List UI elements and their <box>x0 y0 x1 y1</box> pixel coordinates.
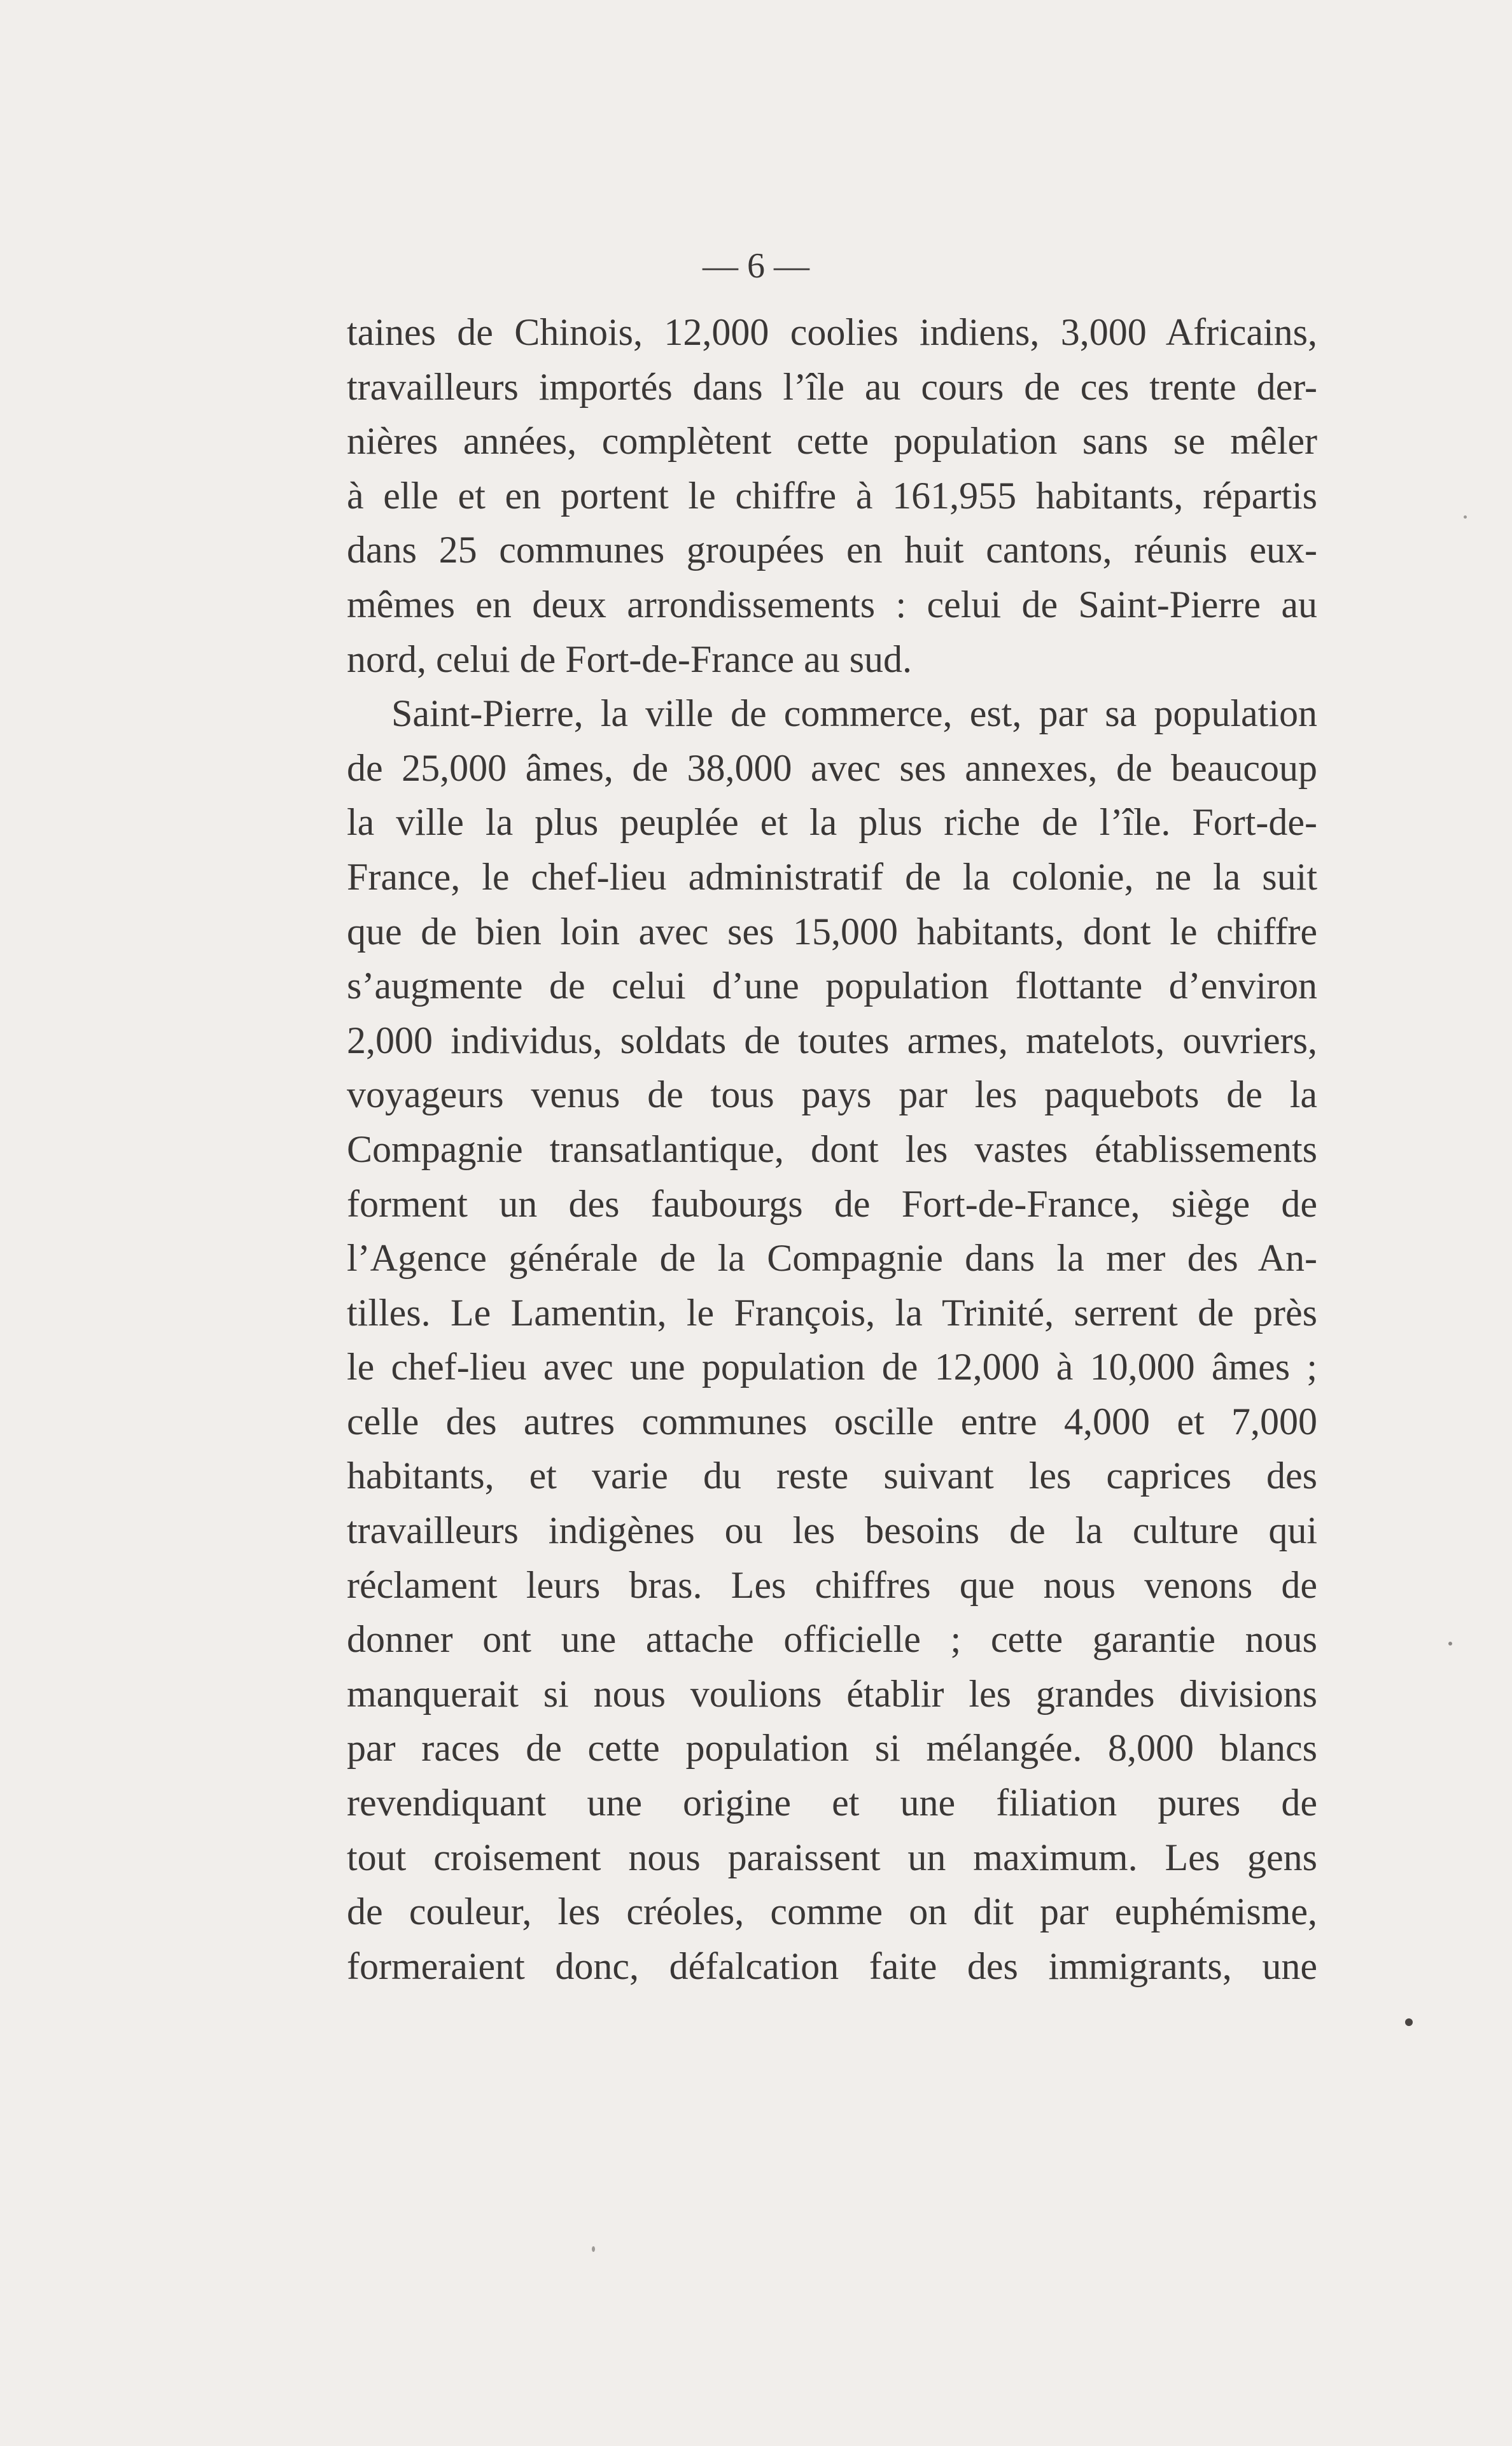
text-line: dans 25 communes groupées en huit cantons, réunis eux- <box>347 529 1317 571</box>
text-line: la ville la plus peuplée et la plus riche de l’île. Fort-de- <box>347 801 1317 844</box>
paper-speck <box>1405 2018 1413 2026</box>
text-line: forment un des faubourgs de Fort-de-France, siège de <box>347 1182 1317 1225</box>
text-line: formeraient donc, défalcation faite des immigrants, une <box>347 1945 1317 1987</box>
text-line: donner ont une attache officielle ; cette garantie nous <box>347 1618 1317 1661</box>
body-text <box>347 305 1317 1994</box>
text-line: habitants, et varie du reste suivant les caprices des <box>347 1455 1317 1497</box>
text-line: Compagnie transatlantique, dont les vastes établissements <box>347 1128 1317 1170</box>
text-line: mêmes en deux arrondissements : celui de Saint-Pierre au <box>347 583 1317 625</box>
text-line: tilles. Le Lamentin, le François, la Trinité, serrent de près <box>347 1291 1317 1334</box>
text-line: de couleur, les créoles, comme on dit par euphémisme, <box>347 1890 1317 1933</box>
paragraph-1 <box>347 305 1317 687</box>
text-line: travailleurs importés dans l’île au cours de ces trente der- <box>347 365 1317 408</box>
text-line: France, le chef-lieu administratif de la colonie, ne la suit <box>347 855 1317 898</box>
text-line: Saint-Pierre, la ville de commerce, est, par sa population <box>391 692 1317 735</box>
text-line: que de bien loin avec ses 15,000 habitants, dont le chiffre <box>347 910 1317 953</box>
paper-speck <box>592 2246 595 2252</box>
text-line: nières années, complètent cette population sans se mêler <box>347 420 1317 463</box>
text-line: revendiquant une origine et une filiation pures de <box>347 1782 1317 1824</box>
text-line: taines de Chinois, 12,000 coolies indiens, 3,000 Africains, <box>347 311 1317 353</box>
text-line: voyageurs venus de tous pays par les paquebots de la <box>347 1073 1317 1116</box>
paper-speck <box>1464 515 1467 519</box>
text-line: le chef-lieu avec une population de 12,000 à 10,000 âmes ; <box>347 1346 1317 1388</box>
text-line: tout croisement nous paraissent un maximum. Les gens <box>347 1836 1317 1878</box>
text-line: à elle et en portent le chiffre à 161,955 habitants, répartis <box>347 474 1317 517</box>
text-line: 2,000 individus, soldats de toutes armes, matelots, ouvriers, <box>347 1019 1317 1061</box>
text-line: manquerait si nous voulions établir les grandes divisions <box>347 1672 1317 1715</box>
text-line: celle des autres communes oscille entre 4,000 et 7,000 <box>347 1400 1317 1443</box>
paragraph-2 <box>347 687 1317 1994</box>
text-line: nord, celui de Fort-de-France au sud. <box>347 638 913 680</box>
text-line: réclament leurs bras. Les chiffres que nous venons de <box>347 1563 1317 1606</box>
text-line: s’augmente de celui d’une population flottante d’environ <box>347 965 1317 1007</box>
page-number: — 6 — <box>703 246 809 286</box>
text-line: par races de cette population si mélangée. 8,000 blancs <box>347 1727 1317 1770</box>
text-line: de 25,000 âmes, de 38,000 avec ses annexes, de beaucoup <box>347 746 1317 789</box>
text-line: l’Agence générale de la Compagnie dans la mer des An- <box>347 1237 1317 1280</box>
paper-speck <box>1448 1642 1452 1646</box>
text-line: travailleurs indigènes ou les besoins de la culture qui <box>347 1509 1317 1552</box>
